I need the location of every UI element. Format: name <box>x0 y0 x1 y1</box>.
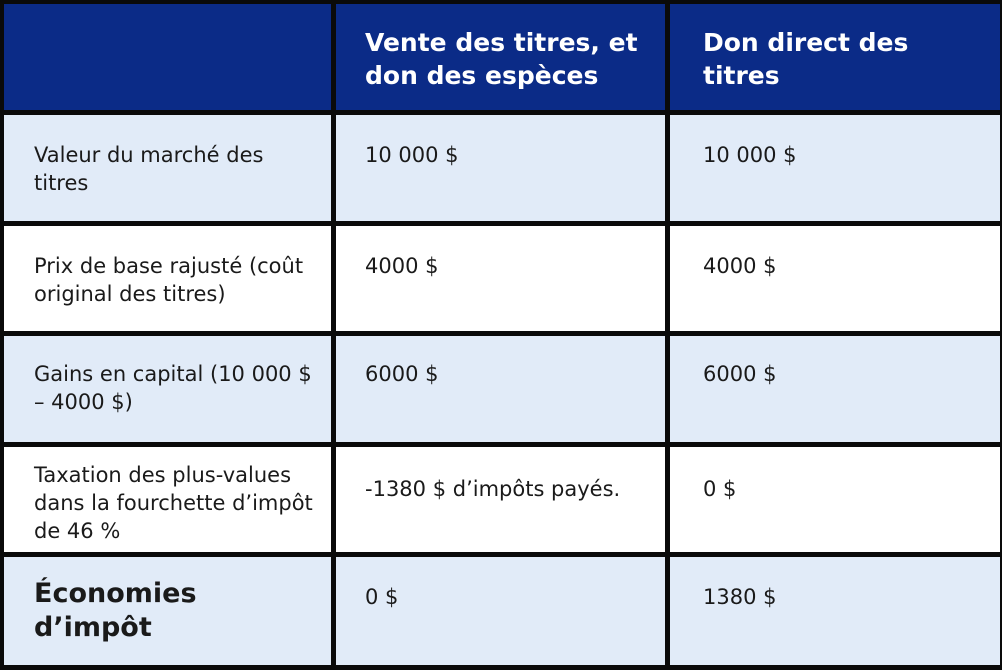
cell-direct-capital-gains: 6000 $ <box>670 336 1000 442</box>
cell-direct-adjusted-cost-base: 4000 $ <box>670 226 1000 331</box>
cell-sale-tax-savings: 0 $ <box>336 557 665 665</box>
row-label-capital-gains-tax: Taxation des plus-values dans la fourchette d’impôt de 46 % <box>4 447 331 552</box>
row-label-tax-savings: Économies d’impôt <box>4 557 331 665</box>
cell-direct-capital-gains-tax: 0 $ <box>670 447 1000 552</box>
cell-sale-capital-gains-tax: -1380 $ d’impôts payés. <box>336 447 665 552</box>
cell-sale-capital-gains: 6000 $ <box>336 336 665 442</box>
header-direct-column: Don direct des titres <box>670 4 1000 110</box>
row-label-market-value: Valeur du marché des titres <box>4 115 331 221</box>
cell-direct-market-value: 10 000 $ <box>670 115 1000 221</box>
row-label-capital-gains: Gains en capital (10 000 $ – 4000 $) <box>4 336 331 442</box>
row-label-adjusted-cost-base: Prix de base rajusté (coût original des titres) <box>4 226 331 331</box>
cell-sale-adjusted-cost-base: 4000 $ <box>336 226 665 331</box>
header-empty-cell <box>4 4 331 110</box>
header-sale-column: Vente des titres, et don des espèces <box>336 4 665 110</box>
cell-direct-tax-savings: 1380 $ <box>670 557 1000 665</box>
cell-sale-market-value: 10 000 $ <box>336 115 665 221</box>
